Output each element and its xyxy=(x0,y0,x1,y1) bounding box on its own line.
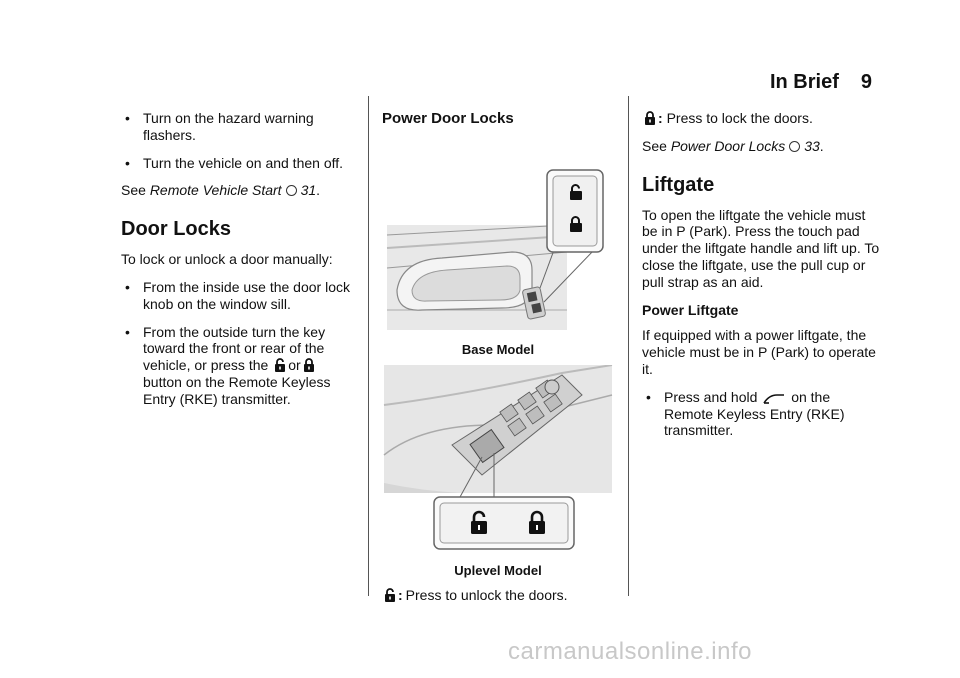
list-item: • Press and hold on the Remote Keyless Entry (RKE) transmitter. xyxy=(642,389,882,439)
see-reference: See Power Door Locks 33. xyxy=(642,137,824,154)
heading-power-door-locks: Power Door Locks xyxy=(382,110,514,127)
power-door-locks-link[interactable]: Power Door Locks xyxy=(670,137,786,154)
lock-icon xyxy=(644,111,656,126)
page-ref-number: 31 xyxy=(300,182,317,199)
unlock-icon xyxy=(384,588,396,603)
base-model-illustration xyxy=(382,140,614,330)
liftgate-body: To open the liftgate the vehicle must be in P (Park). Press the touch pad under the liftgate handle and lift up. To close the liftgate, use the pull cup or pull strap as an aid. xyxy=(642,206,880,290)
column-middle xyxy=(382,110,614,604)
column-left xyxy=(121,110,353,419)
list-item: • From the inside use the door lock knob on the window sill. xyxy=(121,279,353,313)
page-ref-icon xyxy=(286,185,297,196)
page-ref-number: 33 xyxy=(804,137,820,154)
heading-door-locks: Door Locks xyxy=(121,218,232,241)
unlock-description: : Press to unlock the doors. xyxy=(382,587,614,604)
lock-description: : Press to lock the doors. xyxy=(642,110,882,127)
see-reference: See Remote Vehicle Start 31. xyxy=(121,182,321,199)
page-ref-icon xyxy=(789,141,800,152)
figure-caption: Uplevel Model xyxy=(454,563,542,579)
page-number: 9 xyxy=(860,71,872,93)
uplevel-model-illustration xyxy=(382,365,614,551)
power-liftgate-body: If equipped with a power liftgate, the vehicle must be in P (Park) to operate it. xyxy=(642,327,876,377)
remote-start-link[interactable]: Remote Vehicle Start xyxy=(149,182,282,199)
heading-liftgate: Liftgate xyxy=(642,173,715,196)
liftgate-icon xyxy=(763,393,785,405)
figure-uplevel-model xyxy=(382,365,614,578)
unlock-icon xyxy=(274,358,286,373)
list-item: • Turn the vehicle on and then off. xyxy=(121,155,353,172)
column-divider xyxy=(368,96,369,596)
section-title: In Brief xyxy=(769,71,839,93)
column-right xyxy=(642,110,882,450)
figure-caption: Base Model xyxy=(461,341,535,357)
figure-base-model xyxy=(382,140,614,357)
list-item: • Turn on the hazard warning flashers. xyxy=(121,110,353,144)
list-item: • From the outside turn the key toward the front or rear of the vehicle, or press the or button on the Remote Keyless Entry (RKE) transmitter. xyxy=(121,324,353,408)
page-header xyxy=(770,70,872,94)
column-divider xyxy=(628,96,629,596)
lock-icon xyxy=(303,358,315,373)
watermark: carmanualsonline.info xyxy=(508,638,752,665)
intro-text: To lock or unlock a door manually: xyxy=(121,251,333,268)
heading-power-liftgate: Power Liftgate xyxy=(642,301,739,318)
